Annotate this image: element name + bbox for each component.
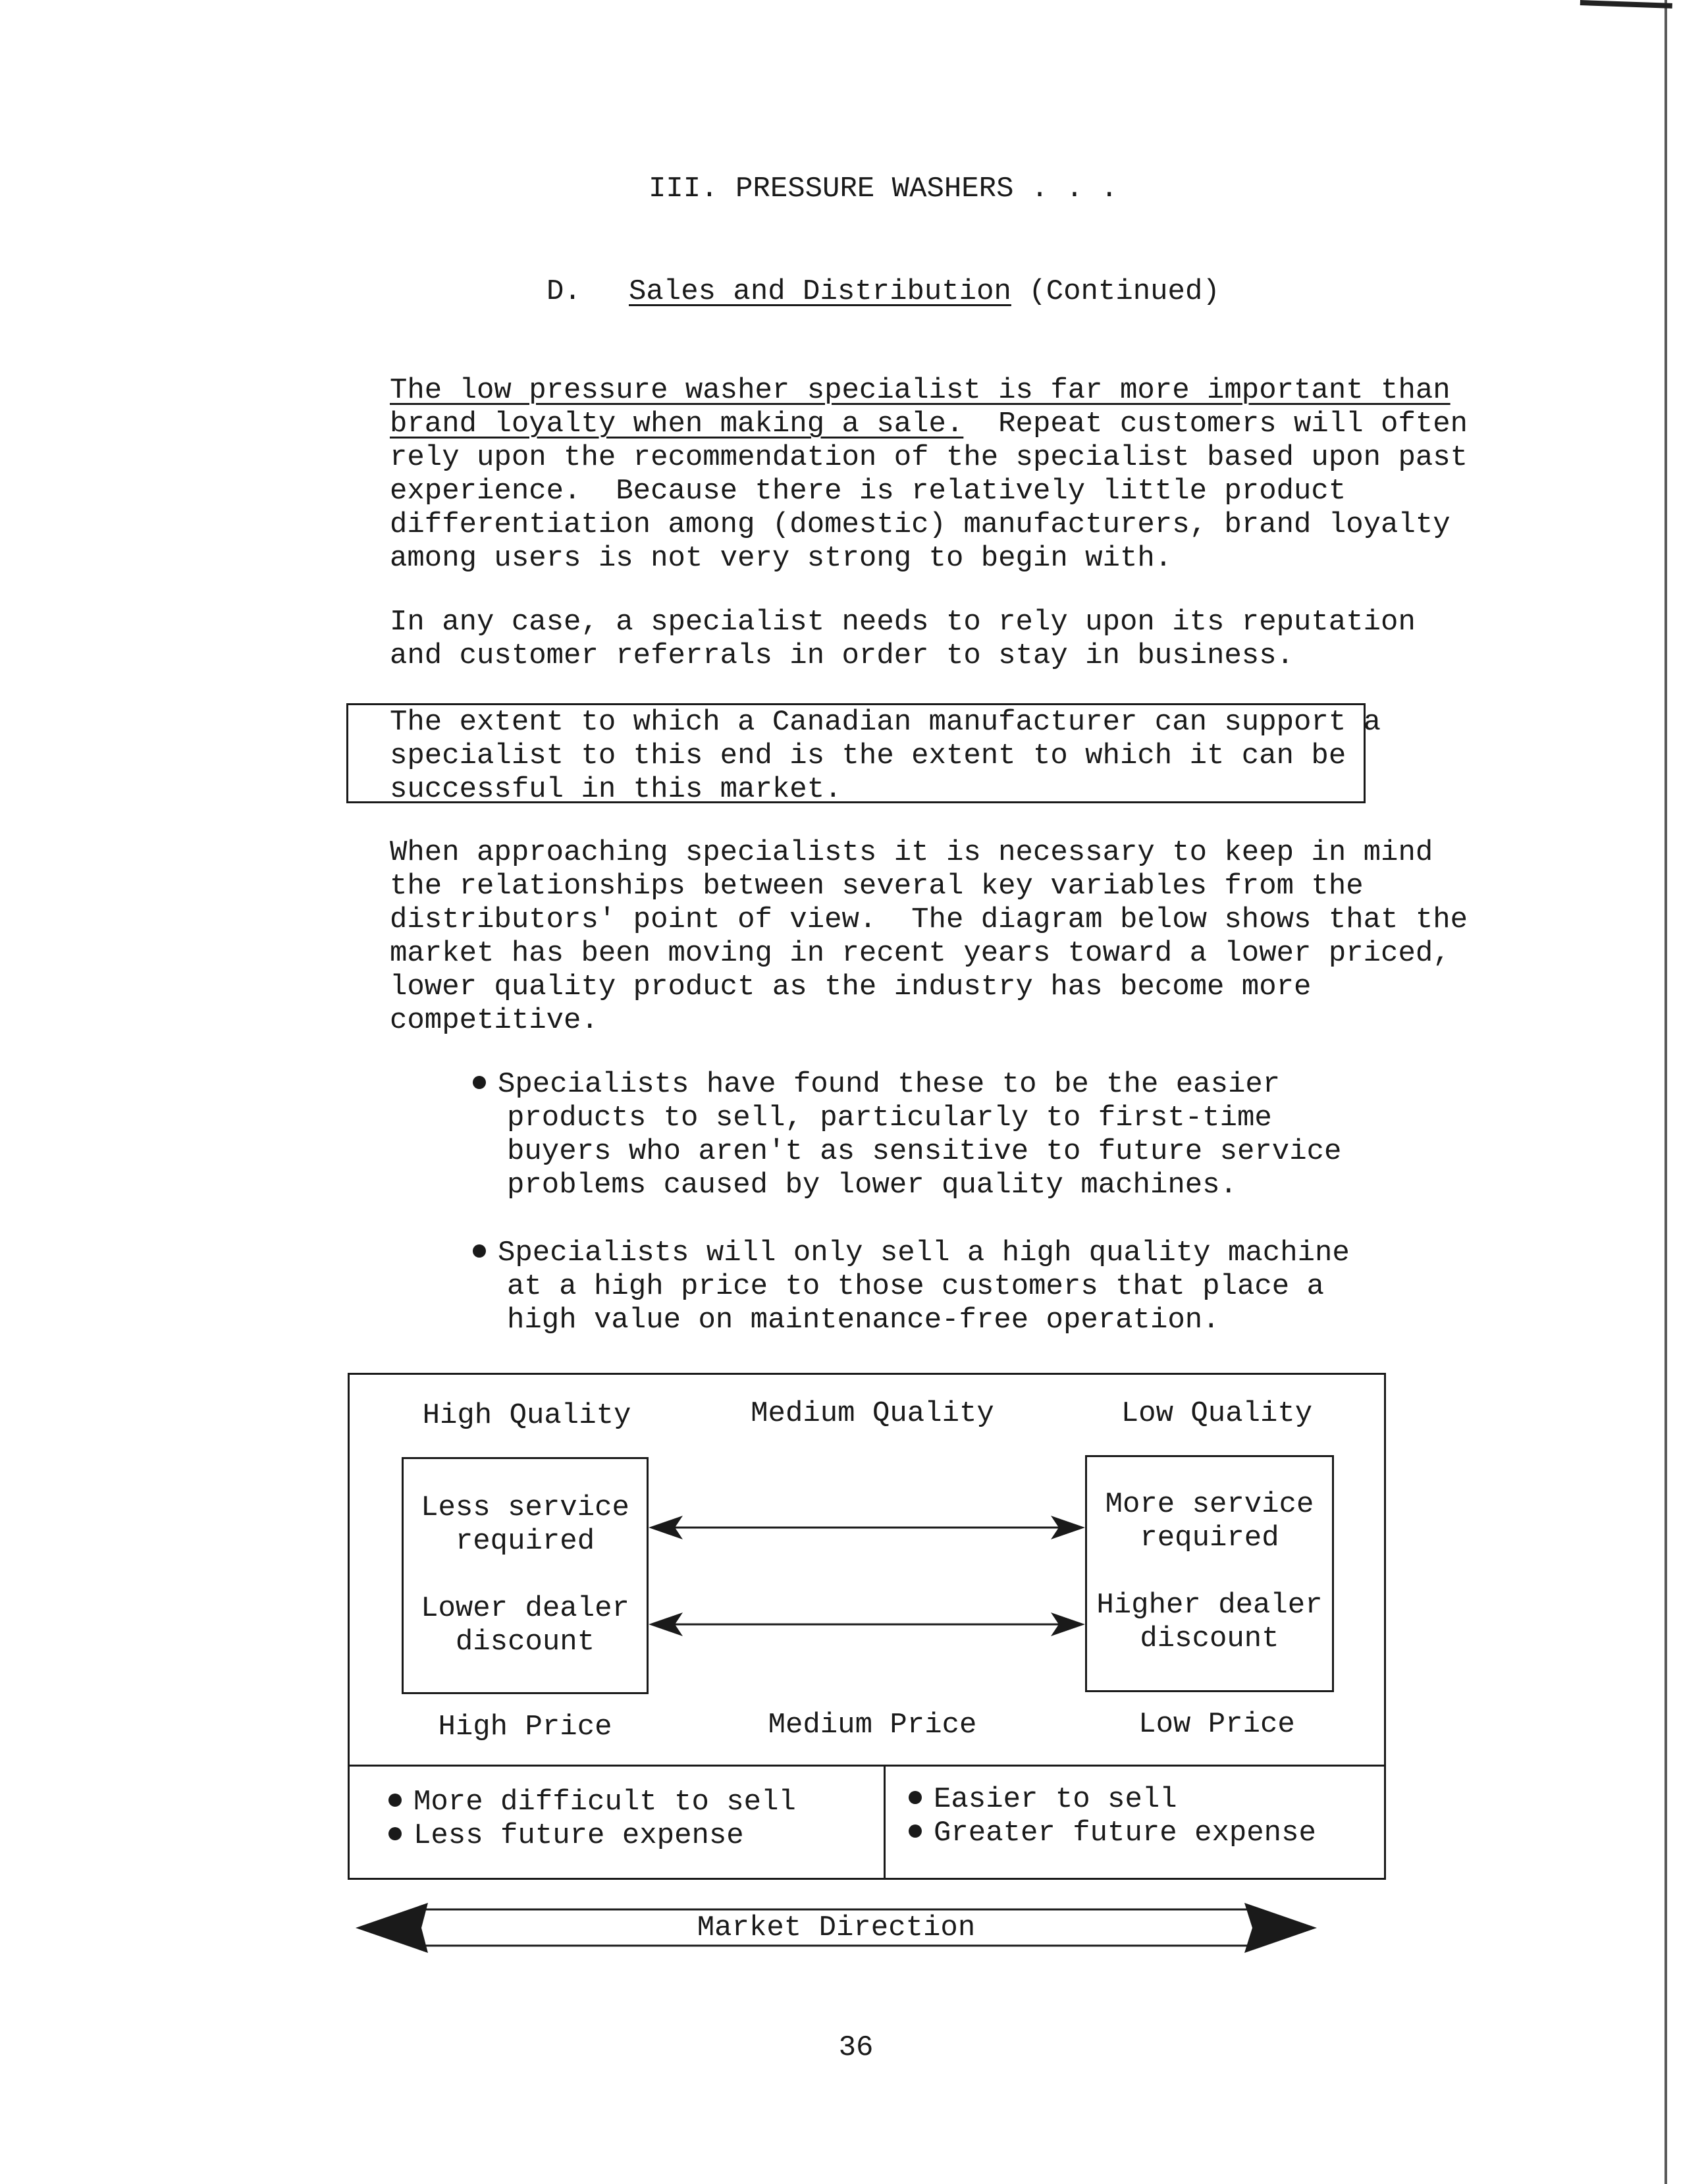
right-discount-line: Higher dealer [1096, 1589, 1323, 1622]
right-service-line: required [1140, 1522, 1279, 1555]
boxed-line: specialist to this end is the extent to which it can be [390, 739, 1346, 772]
para1-line: experience. Because there is relatively little product [390, 475, 1346, 508]
para3-line: competitive. [390, 1004, 599, 1037]
bullet-icon [909, 1824, 922, 1838]
para2-line: and customer referrals in order to stay in business. [390, 639, 1294, 672]
right-service-line: More service [1105, 1488, 1314, 1521]
bottom-left-item: More difficult to sell [388, 1786, 796, 1819]
label-low-quality: Low Quality [1121, 1397, 1313, 1430]
discount-double-arrow-icon [649, 1612, 1085, 1636]
bottom-left-item: Less future expense [388, 1819, 744, 1853]
para1-line: among users is not very strong to begin with. [390, 542, 1173, 575]
para1-line-2-rest: Repeat customers will often [963, 408, 1468, 440]
label-medium-quality: Medium Quality [751, 1397, 994, 1430]
bullet-line: at a high price to those customers that place a [507, 1270, 1325, 1303]
right-discount-line: discount [1140, 1622, 1279, 1655]
left-discount-line: Lower dealer [421, 1592, 629, 1625]
diagram-divider-vertical [884, 1765, 886, 1880]
scan-edge-top-corner [1580, 0, 1672, 9]
para3-line: distributors' point of view. The diagram below shows that the [390, 903, 1468, 936]
page-number: 36 [838, 2031, 874, 2064]
para3-line: lower quality product as the industry has become more [390, 971, 1312, 1003]
para1-underlined-line-1: The low pressure washer specialist is far more important than [390, 374, 1451, 407]
bullet-icon [909, 1791, 922, 1804]
double-arrow-connectors [649, 1508, 1085, 1653]
section-heading: III. PRESSURE WASHERS . . . [649, 173, 1118, 205]
bullet-icon [388, 1794, 402, 1807]
boxed-line: successful in this market. [390, 773, 842, 806]
bottom-right-item: Easier to sell [909, 1783, 1177, 1817]
bullet-icon [388, 1827, 402, 1840]
label-medium-price: Medium Price [768, 1709, 977, 1742]
service-double-arrow-icon [649, 1516, 1085, 1539]
label-high-quality: High Quality [422, 1399, 631, 1432]
para2-line: In any case, a specialist needs to rely upon its reputation [390, 606, 1416, 639]
para1-underlined-line-2: brand loyalty when making a sale. [390, 408, 964, 440]
para3-line: market has been moving in recent years toward a lower priced, [390, 937, 1451, 970]
subsection-suffix: (Continued) [1028, 275, 1220, 308]
bullet-line: problems caused by lower quality machines. [507, 1169, 1237, 1202]
scan-edge-right [1664, 0, 1667, 2184]
para1-line: rely upon the recommendation of the specialist based upon past [390, 441, 1468, 474]
para3-line: When approaching specialists it is necessary to keep in mind [390, 836, 1433, 869]
subsection-heading [629, 275, 1220, 309]
left-discount-line: discount [455, 1626, 595, 1659]
left-service-line: Less service [421, 1491, 629, 1524]
bullet-line: high value on maintenance-free operation. [507, 1304, 1220, 1337]
label-low-price: Low Price [1138, 1708, 1295, 1741]
bullet-line: buyers who aren't as sensitive to future service [507, 1135, 1342, 1168]
subsection-title: Sales and Distribution [629, 275, 1011, 308]
bullet-icon [473, 1244, 486, 1258]
bottom-right-item: Greater future expense [909, 1817, 1316, 1850]
market-direction-label: Market Direction [697, 1911, 976, 1944]
para3-line: the relationships between several key variables from the [390, 870, 1364, 903]
boxed-line: The extent to which a Canadian manufacturer can support a [390, 706, 1381, 739]
left-service-line: required [455, 1525, 595, 1558]
bullet-icon [473, 1076, 486, 1089]
label-high-price: High Price [438, 1711, 612, 1744]
subsection-letter: D. [546, 275, 581, 308]
diagram-divider-horizontal [348, 1765, 1386, 1767]
para1-line: differentiation among (domestic) manufacturers, brand loyalty [390, 508, 1451, 541]
bullet-line: products to sell, particularly to first-time [507, 1102, 1272, 1134]
